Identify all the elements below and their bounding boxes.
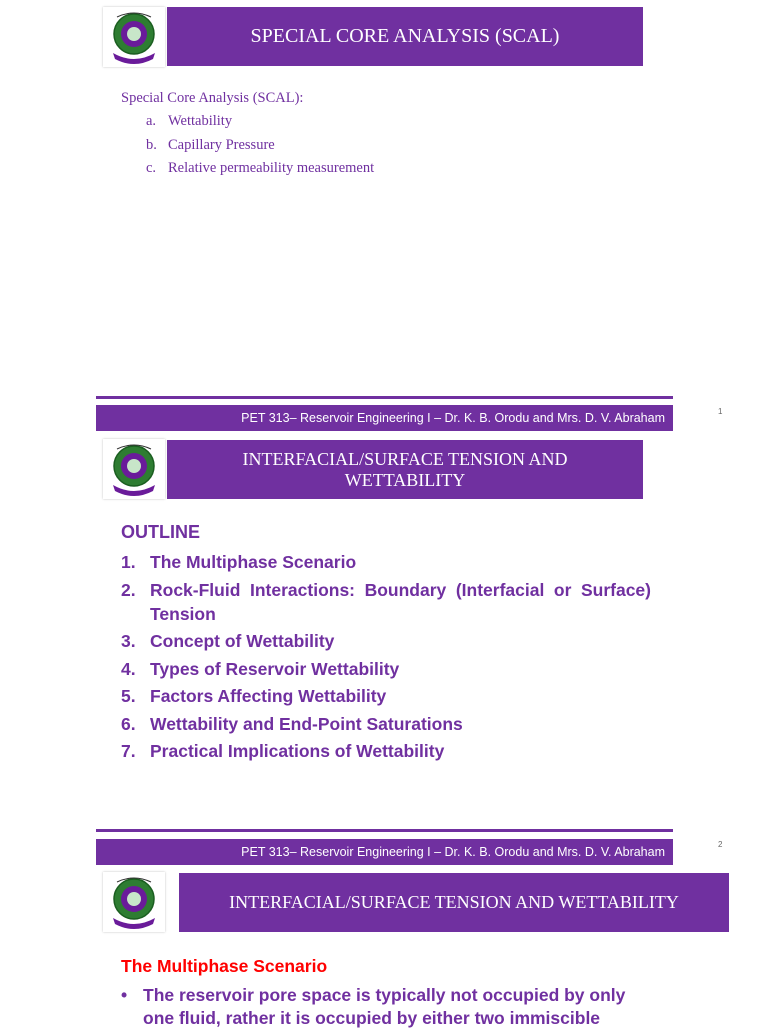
outline-list [121,550,651,767]
slide-title-line-2: WETTABILITY [344,469,466,490]
slide-title [167,7,643,66]
slide-title-text: SPECIAL CORE ANALYSIS (SCAL) [250,25,560,47]
section-heading: Special Core Analysis (SCAL): [121,90,304,106]
slide-title-line-1: INTERFACIAL/SURFACE TENSION AND [242,448,568,469]
list-item: 4. Types of Reservoir Wettability [121,658,400,679]
bullet-list [121,984,661,1030]
slide-title [179,873,729,932]
list-item: a. Wettability [146,113,233,129]
list-item: b. Capillary Pressure [146,136,275,153]
list-item: 2. Rock-Fluid Interactions: Boundary (Interfacial or Surface) Tension [121,579,651,624]
slide-title-text: INTERFACIAL/SURFACE TENSION AND WETTABILITY [229,892,679,913]
slide-title [167,440,643,499]
slide-footer [96,405,673,431]
list-item: • The reservoir pore space is typically not occupied by only one fluid, rather it is occupied by either two immiscible [121,985,626,1028]
list-item: 7. Practical Implications of Wettability [121,741,445,761]
university-crest-icon [103,872,165,932]
list-item: c. Relative permeability measurement [146,160,375,176]
university-crest-icon [103,7,165,67]
topic-list [146,113,374,184]
footer-text: PET 313– Reservoir Engineering I – Dr. K. B. Orodu and Mrs. D. V. Abraham [241,411,665,425]
outline-label: OUTLINE [121,522,200,542]
page-number: 2 [718,840,723,849]
list-item: 1. The Multiphase Scenario [121,552,357,572]
footer-text: PET 313– Reservoir Engineering I – Dr. K. B. Orodu and Mrs. D. V. Abraham [241,845,665,859]
list-item: 3. Concept of Wettability [121,631,335,651]
section-heading: The Multiphase Scenario [121,956,328,976]
footer-divider [96,829,673,832]
list-item: 6. Wettability and End-Point Saturations [121,713,463,734]
list-item: 5. Factors Affecting Wettability [121,686,387,706]
slide-footer [96,839,673,865]
footer-divider [96,396,673,399]
university-crest-icon [103,439,165,499]
page-number: 1 [718,407,723,416]
